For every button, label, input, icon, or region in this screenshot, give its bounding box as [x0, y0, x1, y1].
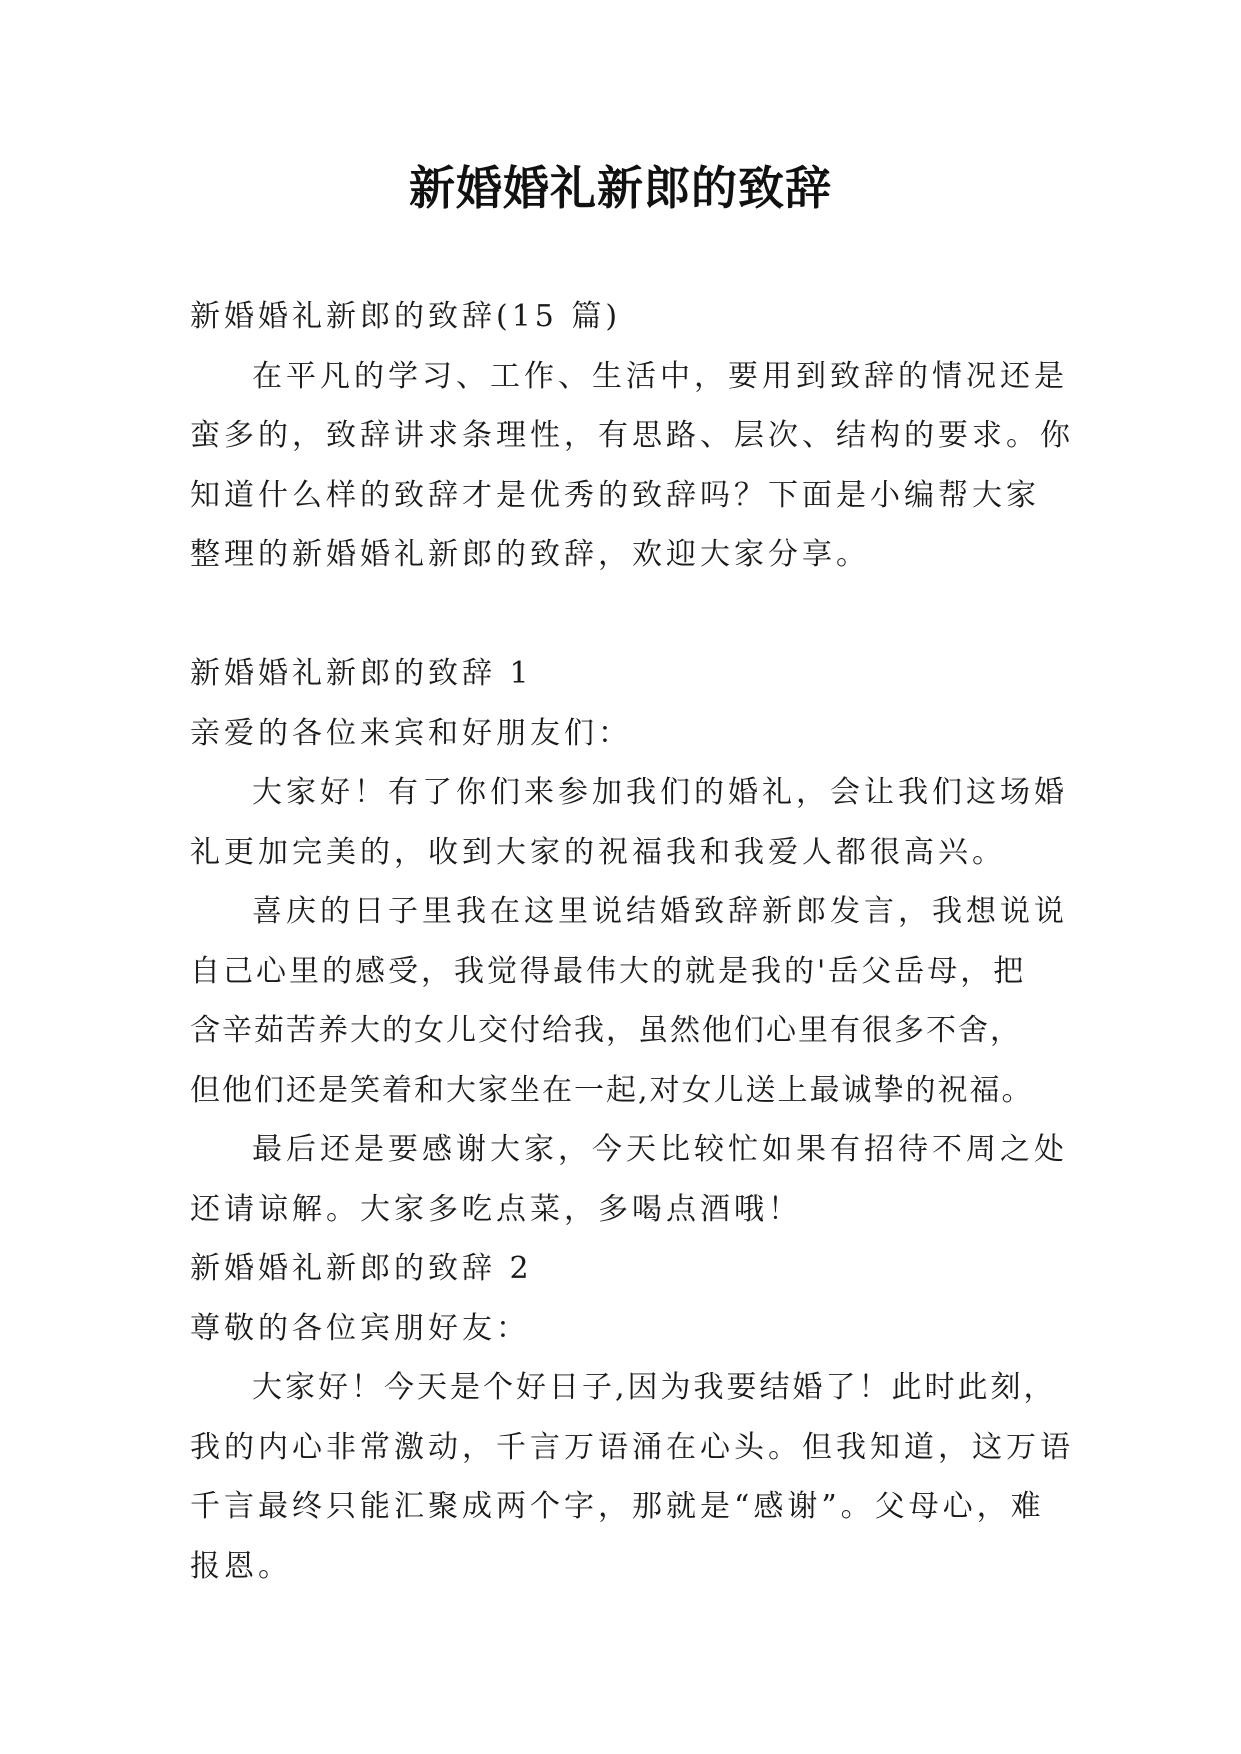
document-body [190, 287, 1074, 1596]
intro-line-3: 知道什么样的致辞才是优秀的致辞吗？下面是小编帮大家 [190, 477, 1040, 513]
section-1-line-8: 还请谅解。大家多吃点菜，多喝点酒哦！ [190, 1191, 802, 1227]
collection-heading: 新婚婚礼新郎的致辞(15 篇) [190, 299, 622, 334]
intro-line-4: 整理的新婚婚礼新郎的致辞，欢迎大家分享。 [190, 537, 870, 572]
section-1-line-3: 喜庆的日子里我在这里说结婚致辞新郎发言，我想说说 [252, 894, 1068, 929]
section-spacer [190, 585, 1060, 645]
document-title: 新婚婚礼新郎的致辞 [409, 161, 832, 215]
section-1-line-4: 自己心里的感受，我觉得最伟大的就是我的'岳父岳母，把 [190, 953, 1027, 989]
section-2-line-1: 大家好！今天是个好日子,因为我要结婚了！此时此刻， [252, 1370, 1057, 1405]
intro-line-2: 蛮多的，致辞讲求条理性，有思路、层次、结构的要求。你 [190, 418, 1074, 453]
section-1-line-5: 含辛茹苦养大的女儿交付给我，虽然他们心里有很多不舍， [190, 1013, 1022, 1048]
section-2-line-3: 千言最终只能汇聚成两个字，那就是“感谢”。父母心，难 [190, 1489, 1045, 1524]
section-1-line-1: 大家好！有了你们来参加我们的婚礼，会让我们这场婚 [252, 775, 1068, 810]
section-1-line-7: 最后还是要感谢大家，今天比较忙如果有招待不周之处 [252, 1132, 1068, 1167]
section-2-heading: 新婚婚礼新郎的致辞 2 [190, 1251, 533, 1286]
section-1-salutation: 亲爱的各位来宾和好朋友们： [190, 715, 632, 751]
section-2-line-2: 我的内心非常激动，千言万语涌在心头。但我知道，这万语 [190, 1429, 1074, 1465]
section-2-salutation: 尊敬的各位宾朋好友： [190, 1310, 530, 1346]
section-2-line-4: 报恩。 [190, 1548, 292, 1584]
section-1-line-6: 但他们还是笑着和大家坐在一起,对女儿送上最诚挚的祝福。 [190, 1072, 1034, 1108]
intro-line-1: 在平凡的学习、工作、生活中，要用到致辞的情况还是 [252, 358, 1068, 394]
section-1-line-2: 礼更加完美的，收到大家的祝福我和我爱人都很高兴。 [190, 834, 1006, 870]
section-1-heading: 新婚婚礼新郎的致辞 1 [190, 656, 533, 691]
